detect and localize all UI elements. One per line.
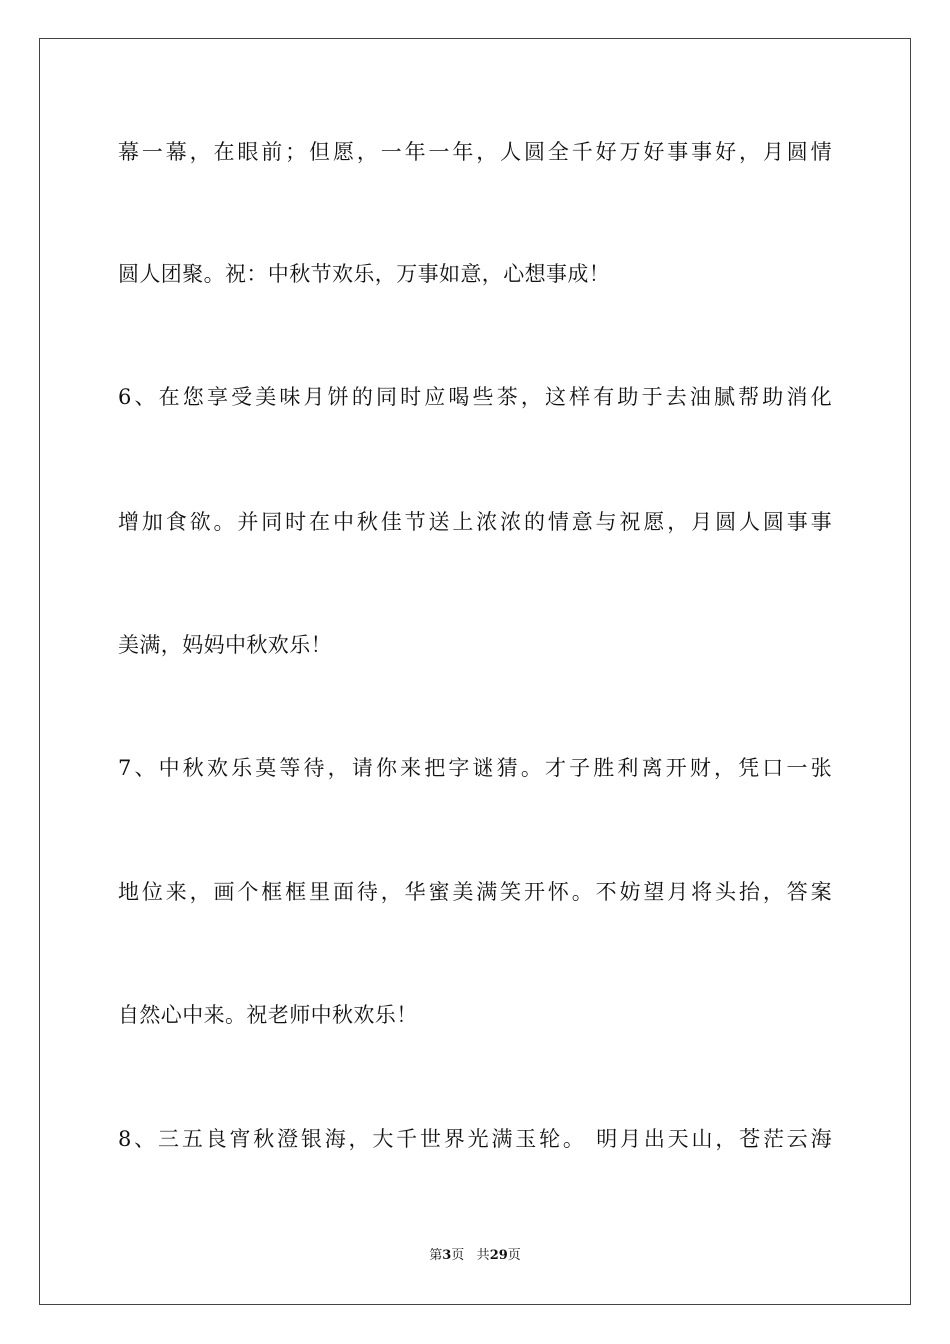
text-line-3: 6、在您享受美味月饼的同时应喝些茶，这样有助于去油腻帮助消化 <box>118 385 832 409</box>
footer-prefix: 第 <box>429 1248 443 1263</box>
footer-page-suffix: 页 <box>451 1248 465 1263</box>
current-page-number: 3 <box>442 1248 452 1263</box>
total-pages-number: 29 <box>489 1248 508 1263</box>
text-line-2: 圆人团聚。祝：中秋节欢乐，万事如意，心想事成！ <box>118 262 611 286</box>
page-border <box>39 38 911 1305</box>
text-line-6: 7、中秋欢乐莫等待，请你来把字谜猜。才子胜利离开财，凭口一张 <box>118 756 832 780</box>
text-line-1: 幕一幕，在眼前；但愿，一年一年，人圆全千好万好事事好，月圆情 <box>118 140 832 164</box>
text-line-9: 8、三五良宵秋澄银海，大千世界光满玉轮。 明月出天山，苍茫云海 <box>118 1127 832 1151</box>
page-footer <box>0 1246 950 1266</box>
text-line-8: 自然心中来。祝老师中秋欢乐！ <box>118 1003 418 1027</box>
text-line-4: 增加食欲。并同时在中秋佳节送上浓浓的情意与祝愿，月圆人圆事事 <box>118 510 832 534</box>
footer-total-prefix: 共 <box>476 1248 490 1263</box>
footer-total-suffix: 页 <box>507 1248 521 1263</box>
text-line-7: 地位来，画个框框里面待，华蜜美满笑开怀。不妨望月将头抬，答案 <box>118 880 832 904</box>
text-line-5: 美满，妈妈中秋欢乐！ <box>118 633 332 657</box>
